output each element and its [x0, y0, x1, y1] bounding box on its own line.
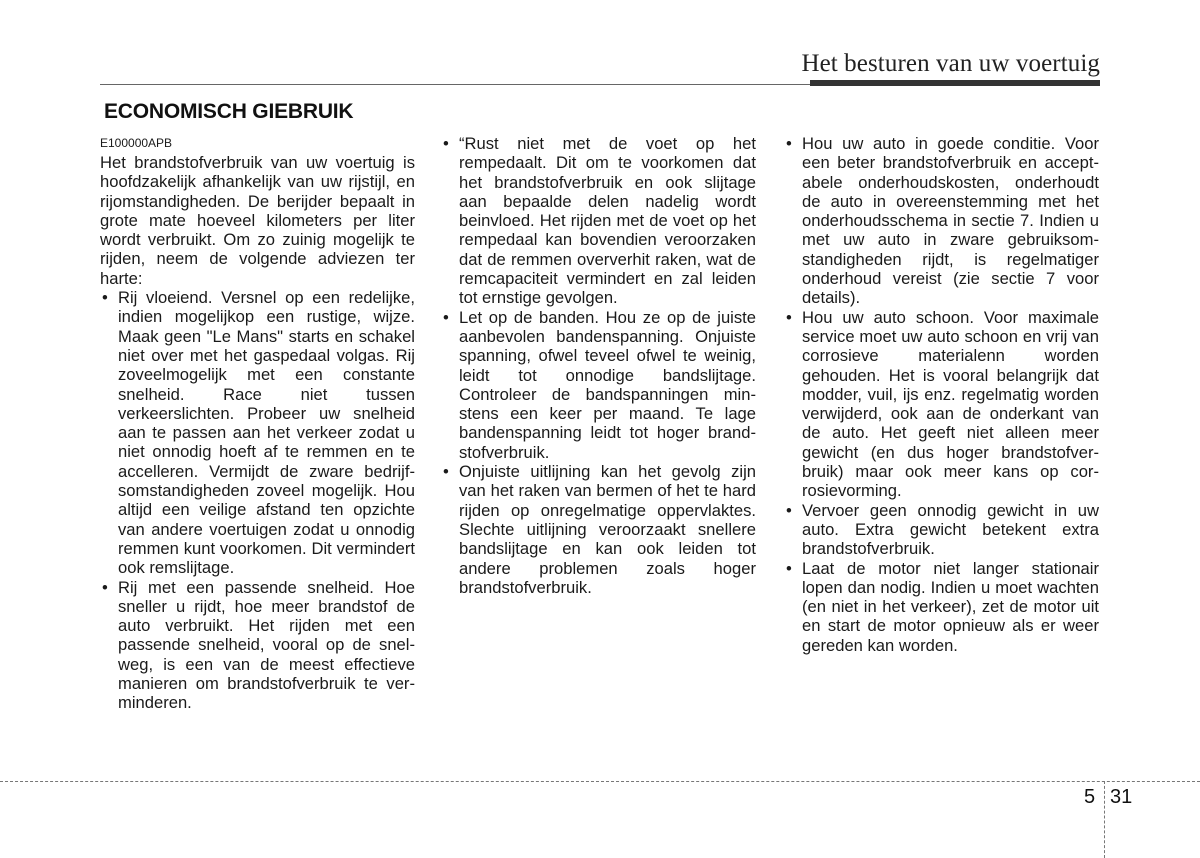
advice-list-3: [784, 134, 1099, 655]
column-2: [441, 134, 756, 597]
list-item: • Onjuiste uitlijning kan het gevolg zijn van het raken van bermen of het te hard rijden op onregelmatige oppervlaktes. Slechte uitlijning veroorzaakt snellere bandslijtage en kan ook leiden tot andere problemen zoals hoger brandstofverbruik.: [441, 462, 756, 597]
section-title: ECONOMISCH GIEBRUIK: [104, 100, 354, 123]
list-item: • Rij vloeiend. Versnel op een redelijke, indien mogelijkop een rustige, wijze. Maak geen "Le Mans" starts en schakel niet over met het gaspedaal volgas. Rij zoveelmogelijk met een constante snelheid. Race niet tussen verkeerslichten. Probeer uw snelheid aan te passen aan het verkeer zodat u niet onnodig hoeft af te remmen en te accelleren. Vermijdt de zware bedrijfsomstandigheden zoveel mogelijk. Hou altijd een veilige afstand ten opzichte van andere voertuigen zodat u onnodig remmen kunt voorkomen. Dit vermindert ook remslijtage.: [100, 288, 415, 577]
running-header: Het besturen van uw voertuig: [801, 50, 1100, 77]
page-number: 31: [1110, 786, 1133, 808]
list-item: • Vervoer geen onnodig gewicht in uw auto. Extra gewicht betekent extra brandstofverbruik.: [784, 501, 1099, 559]
list-item: • Rij met een passende snelheid. Hoe sneller u rijdt, hoe meer brandstof de auto verbruikt. Het rijden met een passende snelheid, vooral op de snelweg, is een van de meest effectieve manieren om brandstofverbruik te verminderen.: [100, 578, 415, 713]
list-item: • Hou uw auto in goede conditie. Voor een beter brandstofverbruik en acceptabele onderhoudskosten, onderhoudt de auto in overeenstemming met het onderhoudsschema in sectie 7. Indien u met uw auto in zware gebruiksomstandigheden rijdt, is regelmatiger onderhoud vereist (zie sectie 7 voor details).: [784, 134, 1099, 308]
column-1: [100, 134, 415, 713]
header-rule-accent: [810, 80, 1100, 86]
chapter-number: 5: [1084, 786, 1096, 808]
intro-paragraph: Het brandstofverbruik van uw voertuig is hoofdzakelijk afhankelijk van uw rijstijl, en rijomstandigheden. De berijder bepaalt in grote mate hoeveel kilometers per liter wordt verbruikt. Om zo zuinig mogelijk te rijden, neem de volgende adviezen ter harte:: [100, 153, 415, 288]
list-item: • Let op de banden. Hou ze op de juiste aanbevolen bandenspanning. Onjuiste spanning, ofwel teveel ofwel te weinig, leidt tot onnodige bandslijtage. Controleer de bandspanningen minstens een keer per maand. Te lage bandenspanning leidt tot hoger brandstofverbruik.: [441, 308, 756, 462]
column-3: [784, 134, 1099, 655]
advice-list-1: [100, 288, 415, 713]
list-item: • “Rust niet met de voet op het rempedaalt. Dit om te voorkomen dat het brandstofverbruik en ook slijtage aan bepaalde delen nadelig wordt beinvloed. Het rijden met de voet op het rempedaal kan bovendien veroorzaken dat de remmen oververhit raken, wat de remcapaciteit vermindert en zal leiden tot ernstige gevolgen.: [441, 134, 756, 308]
list-item: • Hou uw auto schoon. Voor maximale service moet uw auto schoon en vrij van corrosieve materialenn worden gehouden. Het is vooral belangrijk dat modder, vuil, ijs enz. regelmatig worden verwijderd, ook aan de onderkant van de auto. Het geeft niet alleen meer gewicht (en dus hoger brandstofverbruik) maar ook meer kans op corrosievorming.: [784, 308, 1099, 501]
footer-divider: [0, 781, 1200, 782]
list-item: • Laat de motor niet langer stationair lopen dan nodig. Indien u moet wachten (en niet in het verkeer), zet de motor uit en start de motor opnieuw als er weer gereden kan worden.: [784, 559, 1099, 655]
advice-list-2: [441, 134, 756, 597]
section-code: E100000APB: [100, 136, 173, 150]
footer-vertical-divider: [1104, 781, 1105, 858]
